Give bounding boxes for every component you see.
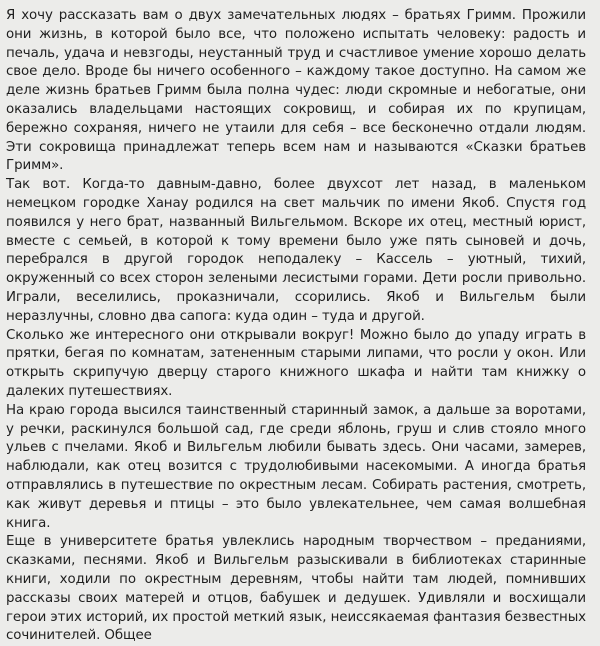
paragraph-5: Еще в университете братья увлеклись народным творчеством – преданиями, сказками, песнями. Якоб и Вильгельм разыскивали в библиотеках старинные книги, ходили по окрестным деревням, чтобы найти там людей, помнивших рассказы своих матерей и отцов, бабушек и дедушек. Удивляли и восхищали герои этих историй, их простой меткий язык, неиссякаемая фантазия безвестных сочинителей. Общее xyxy=(6,534,586,644)
paragraph-1: Я хочу рассказать вам о двух замечательных людях – братьях Гримм. Прожили они жизнь, в которой было все, что положено испытать человеку: радость и печаль, удача и невзгоды, неустанный труд и счастливое умение хорошо делать свое дело. Вроде бы ничего особенного – каждому такое доступно. На самом же деле жизнь братьев Гримм была полна чудес: люди скромные и небогатые, они оказались владельцами настоящих сокровищ, и собирая их по крупицам, бережно сохраняя, ничего не утаили для себя – все бесконечно отдали людям. Эти сокровища принадлежат теперь всем нам и называются «Сказки братьев Гримм». xyxy=(6,8,586,174)
paragraph-3: Сколько же интересного они открывали вокруг! Можно было до упаду играть в прятки, бегая по комнатам, затененным старыми липами, что росли у окон. Или открыть скрипучую дверцу старого книжного шкафа и найти там книжку о далеких путешествиях. xyxy=(6,327,586,399)
text-column xyxy=(6,7,586,646)
paragraph-4: На краю города высился таинственный старинный замок, а дальше за воротами, у речки, раскинулся большой сад, где среди яблонь, груш и слив стояло много ульев с пчелами. Якоб и Вильгельм любили бывать здесь. Они часами, замерев, наблюдали, как отец возится с трудолюбивыми насекомыми. А иногда братья отправлялись в путешествие по окрестным лесам. Собирать растения, смотреть, как живут деревья и птицы – это было увлекательнее, чем самая волшебная книга. xyxy=(6,402,586,531)
paragraph-2: Так вот. Когда-то давным-давно, более двухсот лет назад, в маленьком немецком городке Ханау родился на свет мальчик по имени Якоб. Спустя год появился у него брат, названный Вильгельмом. Вскоре их отец, местный юрист, вместе с семьей, в которой к тому времени было уже пять сыновей и дочь, перебрался в другой городок неподалеку – Кассель – уютный, тихий, окруженный со всех сторон зелеными лесистыми горами. Дети росли привольно. Играли, веселились, проказничали, ссорились. Якоб и Вильгельм были неразлучны, словно два сапога: куда один – туда и другой. xyxy=(6,177,586,324)
